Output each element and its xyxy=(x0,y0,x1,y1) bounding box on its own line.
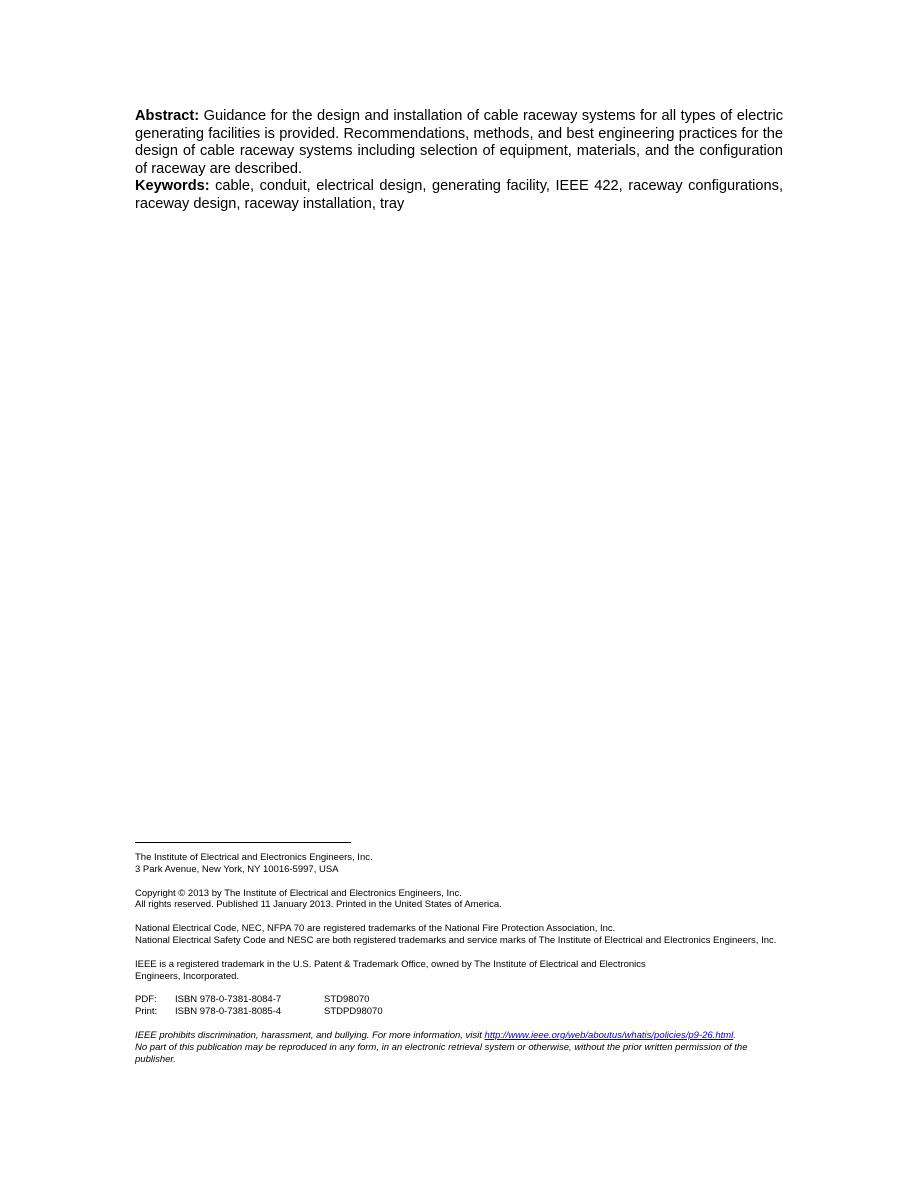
isbn-code: STD98070 xyxy=(324,994,370,1006)
copyright-line: Copyright © 2013 by The Institute of Electrical and Electronics Engineers, Inc. xyxy=(135,887,462,899)
isbn-number: ISBN 978-0-7381-8085-4 xyxy=(175,1006,282,1018)
rights-line: All rights reserved. Published 11 January 2013. Printed in the United States of America. xyxy=(135,899,502,911)
ieee-trademark xyxy=(135,959,785,983)
publisher-info xyxy=(135,852,785,876)
policy-end: . xyxy=(733,1029,736,1041)
publication-footer xyxy=(135,852,785,1065)
abstract-section xyxy=(135,108,783,213)
trademark-notices xyxy=(135,923,785,947)
trademark-ieee-line-2: Engineers, Incorporated. xyxy=(135,970,240,982)
reproduction-notice: No part of this publication may be reproduced in any form, in an electronic retrieval system or otherwise, without the prior written permission of the publisher. xyxy=(135,1041,748,1065)
keywords-label: Keywords: xyxy=(135,178,210,194)
copyright-info xyxy=(135,888,785,912)
isbn-number: ISBN 978-0-7381-8084-7 xyxy=(175,994,282,1006)
isbn-row-print xyxy=(135,1006,785,1018)
policy-notice xyxy=(135,1030,785,1042)
footnote-divider xyxy=(135,842,351,843)
abstract-paragraph xyxy=(135,108,783,178)
trademark-nesc: National Electrical Safety Code and NESC are both registered trademarks and service marks of The Institute of Electrical and Electronics Engineers, Inc. xyxy=(135,934,777,946)
keywords-text: cable, conduit, electrical design, generating facility, IEEE 422, raceway configurations, raceway design, raceway installation, tray xyxy=(135,178,783,212)
keywords-paragraph xyxy=(135,178,783,213)
abstract-label: Abstract: xyxy=(135,108,200,124)
isbn-format: Print: xyxy=(135,1006,158,1018)
isbn-row-pdf xyxy=(135,994,785,1006)
abstract-text: Guidance for the design and installation of cable raceway systems for all types of electric generating facilities is provided. Recommendations, methods, and best engineering practices for the design of cable raceway systems including selection of equipment, materials, and the configuration of raceway are described. xyxy=(135,108,783,177)
trademark-nec: National Electrical Code, NEC, NFPA 70 are registered trademarks of the National Fire Protection Association, Inc. xyxy=(135,923,616,935)
trademark-ieee-line-1: IEEE is a registered trademark in the U.S. Patent & Trademark Office, owned by The Institute of Electrical and Electronics xyxy=(135,958,646,970)
publisher-name: The Institute of Electrical and Electronics Engineers, Inc. xyxy=(135,852,373,863)
policy-text: IEEE prohibits discrimination, harassment, and bullying. For more information, visit xyxy=(135,1029,485,1041)
publisher-address: 3 Park Avenue, New York, NY 10016-5997, USA xyxy=(135,863,339,875)
isbn-table xyxy=(135,994,785,1018)
isbn-format: PDF: xyxy=(135,994,157,1006)
policy-link[interactable]: http://www.ieee.org/web/aboutus/whatis/policies/p9-26.html xyxy=(484,1029,734,1041)
isbn-code: STDPD98070 xyxy=(324,1006,383,1018)
